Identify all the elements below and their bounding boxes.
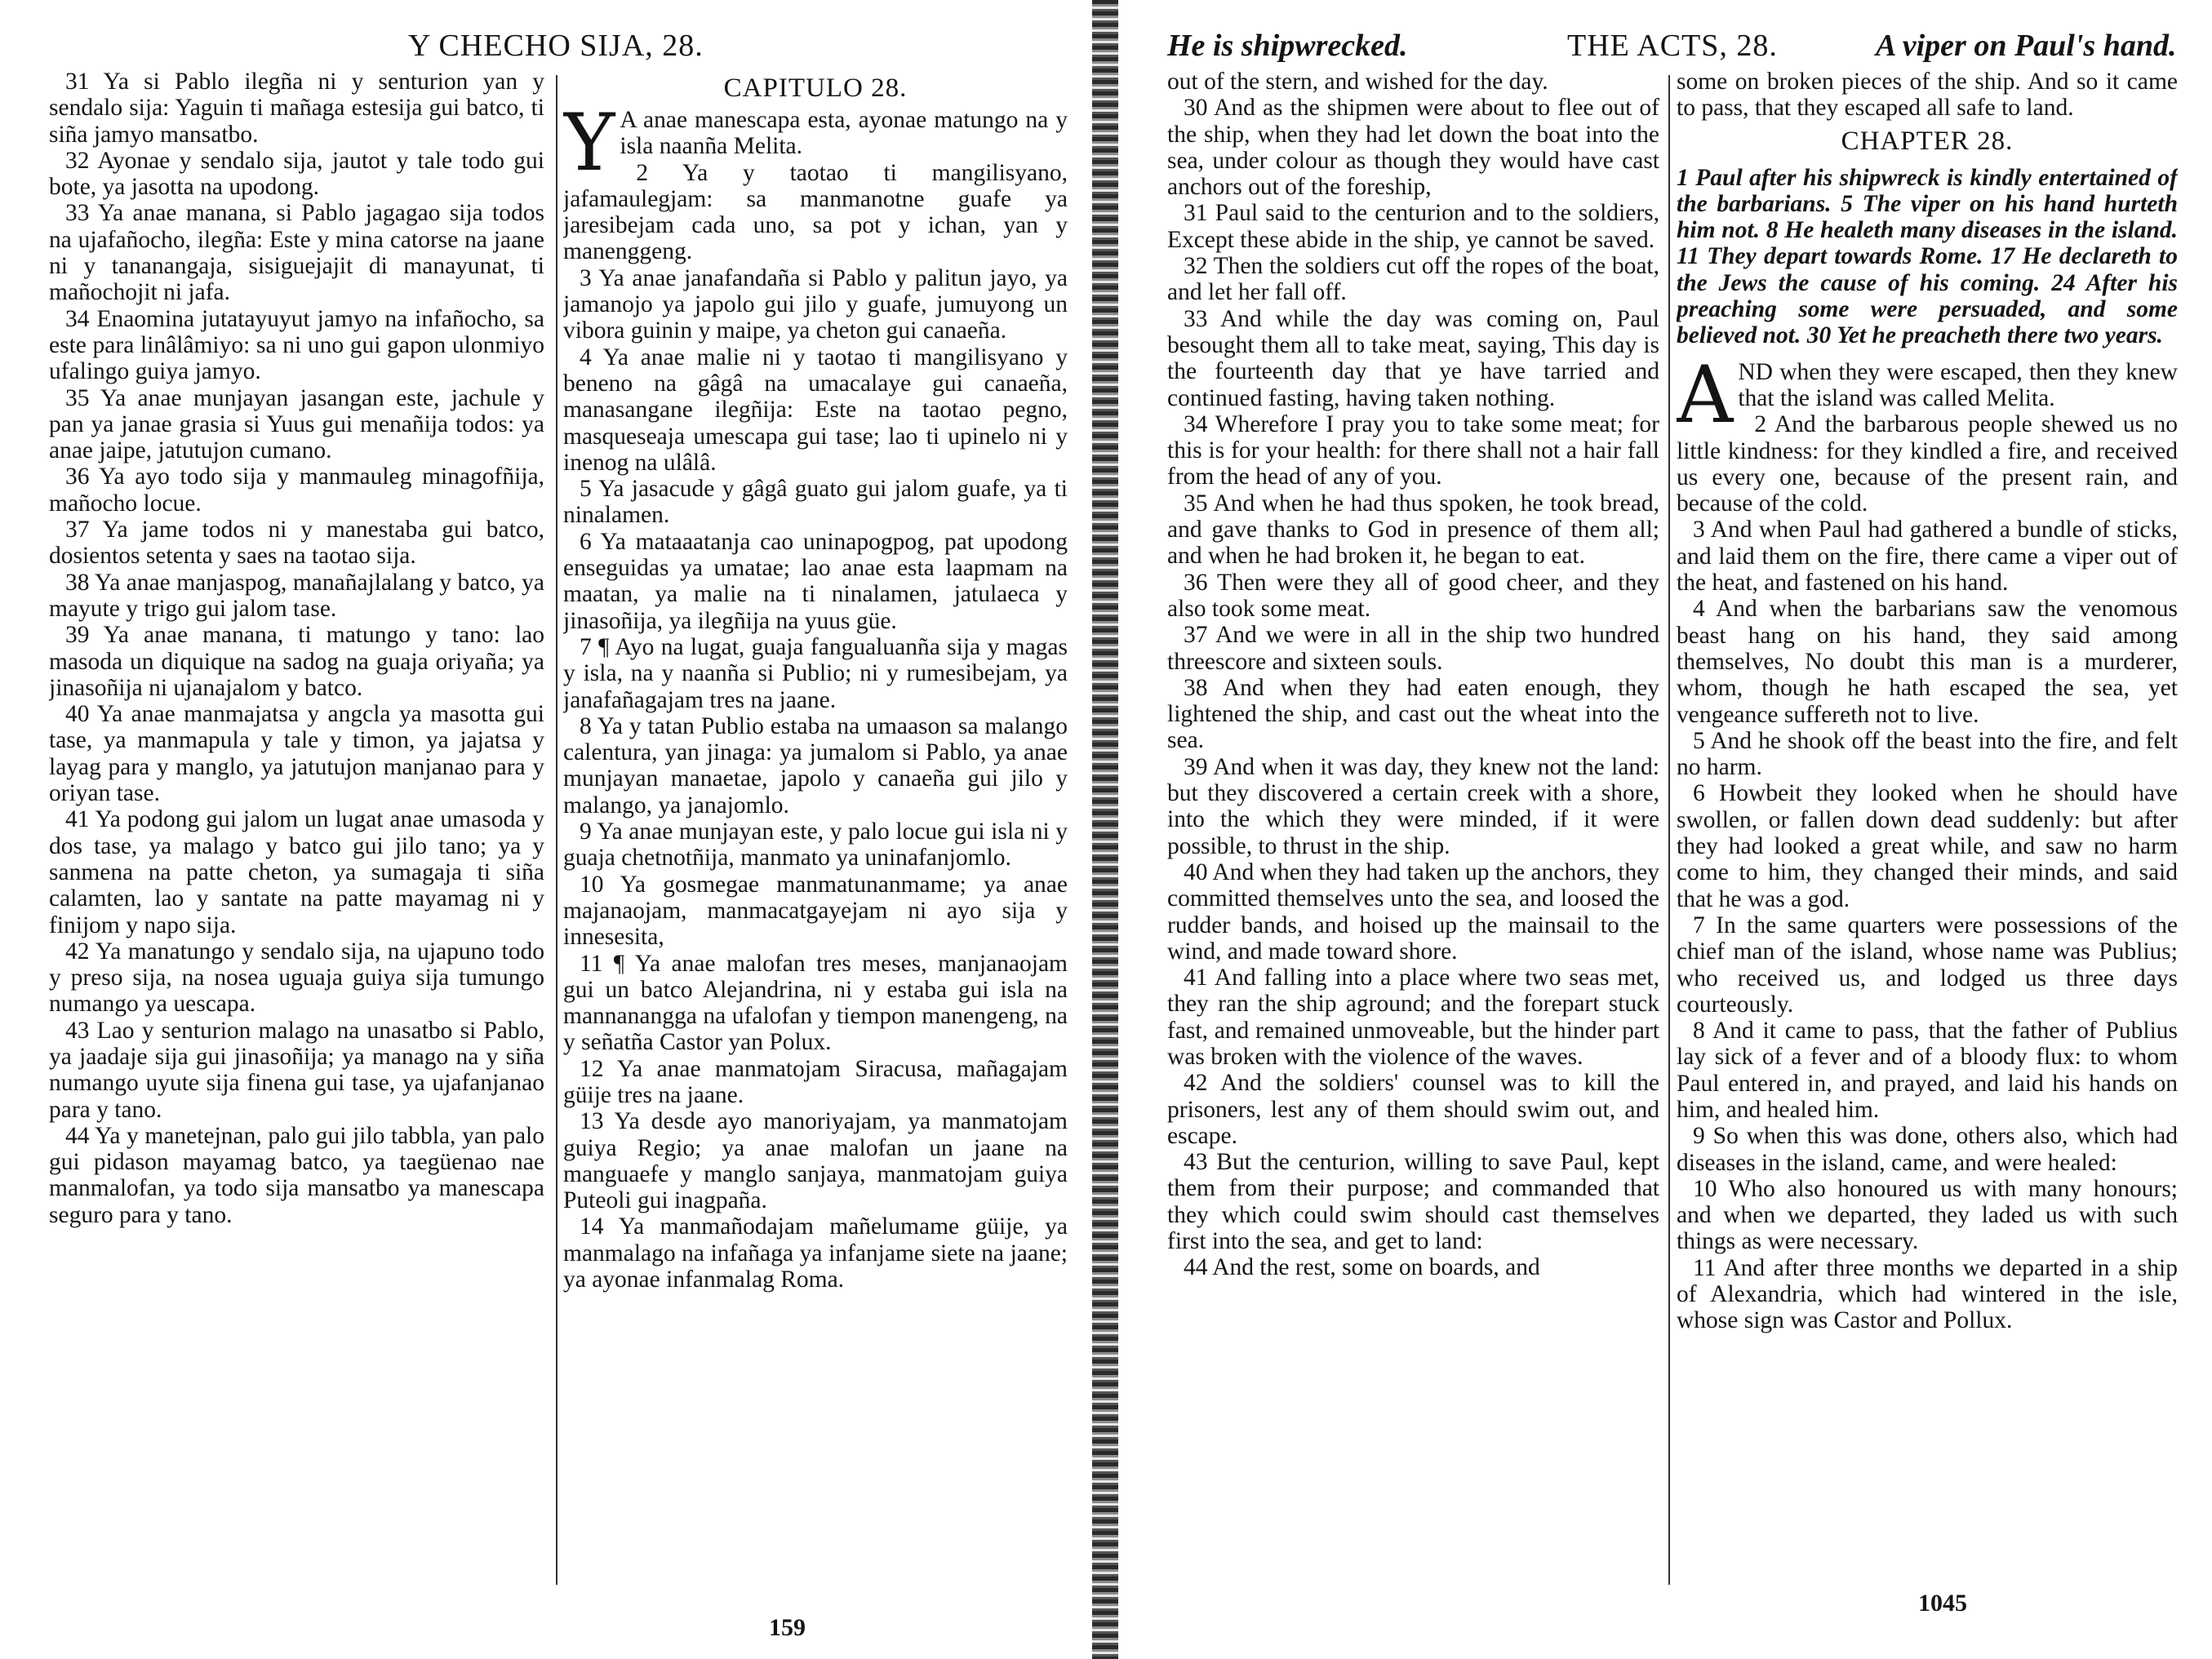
verse: 35 Ya anae munjayan jasangan este, jachule y pan ya janae grasia si Yuus gui menañija todos: ya anae jaipe, jatutujon cumano.: [49, 384, 544, 464]
verse: 31 Paul said to the centurion and to the soldiers, Except these abide in the ship, ye cannot be saved.: [1167, 200, 1659, 253]
right-running-header: THE ACTS, 28.: [1567, 29, 1778, 63]
verse: 34 Enaomina jutatayuyut jamyo na infañocho, sa este para linâlâmiyo: sa ni uno gui gapon ulonmiyo ufalingo guiya jamyo.: [49, 305, 544, 385]
verse: 4 Ya anae malie ni y taotao ti mangilisyano y beneno na gâgâ na umacalaye gui canaeña, manasangane ilegñija: Este na taotao pegno, masqueseaja umescapa gui tase; lao ti upinelo ni y inenog na ulâlâ.: [563, 344, 1068, 476]
verse: 34 Wherefore I pray you to take some meat; for this is for your health: for there shall not a hair fall from the head of any of you.: [1167, 410, 1659, 490]
verse: 10 Who also honoured us with many honours; and when we departed, they laded us with such things as were necessary.: [1677, 1175, 2178, 1255]
right-column-2: [1677, 69, 2178, 1603]
verse: 8 And it came to pass, that the father of Publius lay sick of a fever and of a bloody flux: to whom Paul entered in, and prayed, and laid his hands on him, and healed him.: [1677, 1018, 2178, 1123]
verse: 39 Ya anae manana, ti matungo y tano: lao masoda un diquique na sadog na guaja oriyaña; ya jinasoñija ni ujanajalom y batco.: [49, 622, 544, 701]
verse: 31 Ya si Pablo ilegña ni y senturion yan y sendalo sija: Yaguin ti mañaga estesija gui batco, ti siña jamyo mansatbo.: [49, 69, 544, 148]
verse: 3 Ya anae janafandaña si Pablo y palitun jayo, ya jamanojo ya japolo gui jilo y guafe, jumuyong un vibora guinin y maipe, ya cheton gui canaeña.: [563, 264, 1068, 344]
verse: 33 Ya anae manana, si Pablo jagagao sija todos na ujafañocho, ilegña: Este y mina catorse na jaane ni y tananangaja, sisiguejajit di manayunat, ti mañochojit ni jafa.: [49, 200, 544, 306]
verse: 41 Ya podong gui jalom un lugat anae umasoda y dos tase, ya malago y batco gui jilo tano; ya y sanmena na patte cheton, ya sumagaja ti siña calamten, lao y santate na patte mayamag ni y finijom y napo sija.: [49, 806, 544, 938]
verse: 5 Ya jasacude y gâgâ guato gui jalom guafe, ya ti ninalamen.: [563, 476, 1068, 529]
left-page-number: 159: [769, 1614, 806, 1641]
verse: 40 Ya anae manmajatsa y angcla ya masotta gui tase, ya manmapula y tale y timon, ya jajatsa y layag para y manglo, ya jatutujon manjanao para y oriyan tase.: [49, 701, 544, 807]
verse: 44 And the rest, some on boards, and: [1184, 1254, 1540, 1281]
verse: 38 And when they had eaten enough, they lightened the ship, and cast out the wheat into the sea.: [1167, 674, 1659, 754]
verse: 43 Lao y senturion malago na unasatbo si Pablo, ya jaadaje sija gui jinasoñija; ya manago na y siña numango uyute sija finena gui tase, ya ujafanjanao para y tano.: [49, 1017, 544, 1123]
first-verse: AND when they were escaped, then they knew that the island was called Melita.: [1677, 348, 2178, 441]
verse: 2 Ya y taotao ti mangilisyano, jafamaulegjam: sa manmanotne guafe ya jaresibejam cada uno, sa pot y ichan, yan y manenggeng.: [563, 159, 1068, 265]
verse: 12 Ya anae manmatojam Siracusa, mañagajam güije tres na jaane.: [563, 1055, 1068, 1108]
verse: 43 But the centurion, willing to save Paul, kept them from their purpose; and commanded that they which could swim should cast themselves first into the sea, and get to land:: [1167, 1149, 1659, 1255]
verse: 36 Ya ayo todo sija y manmauleg minagofñija, mañocho locue.: [49, 464, 544, 517]
verse: 11 And after three months we departed in a ship of Alexandria, which had wintered in the isle, whose sign was Castor and Pollux.: [1677, 1254, 2178, 1334]
left-column-2: [563, 69, 1068, 1603]
right-header-right: A viper on Paul's hand.: [1876, 29, 2177, 63]
verse: 7 ¶ Ayo na lugat, guaja fangualuanña sija y magas y isla, na y naanña si Publio; ni y rumesibejam, ya janafañagajam tres na jaane.: [563, 633, 1068, 713]
verse: 42 And the soldiers' counsel was to kill the prisoners, lest any of them should swim out, and escape.: [1167, 1070, 1659, 1149]
verse: 37 Ya jame todos ni y manestaba gui batco, dosientos setenta y saes na taotao sija.: [49, 517, 544, 570]
verse: 6 Howbeit they looked when he should have swollen, or fallen down dead suddenly: but after they had looked a great while, and saw no harm come to him, they changed their minds, and said that he was a god.: [1677, 780, 2178, 912]
verse: 10 Ya gosmegae manmatunanmame; ya anae majanaojam, manmacatgayejam ni ayo sija y innesesita,: [563, 871, 1068, 951]
verse: 13 Ya desde ayo manoriyajam, ya manmatojam guiya Regio; ya anae malofan un jaane na manguaefe y manglo sanjaya, manmatojam guiya Puteoli gui inagpaña.: [563, 1108, 1068, 1214]
right-page-number: 1045: [1918, 1590, 1967, 1617]
verse: 40 And when they had taken up the anchors, they committed themselves unto the sea, and loosed the rudder bands, and hoised up the mainsail to the wind, and made toward shore.: [1167, 858, 1659, 965]
verse: 42 Ya manatungo y sendalo sija, na ujapuno todo y preso sija, na nosea uguaja guiya sija tumungo numango ya uescapa.: [49, 938, 544, 1018]
right-column-rule: [1668, 75, 1670, 1585]
verse: 3 And when Paul had gathered a bundle of sticks, and laid them on the fire, there came a viper out of the heat, and fastened on his hand.: [1677, 517, 2178, 597]
verse: 37 And we were in all in the ship two hundred threescore and sixteen souls.: [1167, 622, 1659, 675]
drop-cap: Y: [563, 97, 615, 189]
verse: 35 And when he had thus spoken, he took bread, and gave thanks to God in presence of them all; and when he had broken it, he began to eat.: [1167, 490, 1659, 570]
verse: 7 In the same quarters were possessions of the chief man of the island, whose name was Publius; who received us, and lodged us three days courteously.: [1677, 912, 2178, 1018]
right-column-1: [1167, 69, 1659, 1603]
verse: 4 And when the barbarians saw the venomous beast hang on his hand, they said among themselves, No doubt this man is a murderer, whom, though he hath escaped the sea, yet vengeance suffereth not to live.: [1677, 596, 2178, 728]
verse: 30 And as the shipmen were about to flee out of the ship, when they had let down the boat into the sea, under colour as though they would have cast anchors out of the foreship,: [1167, 95, 1659, 201]
verse: 32 Ayonae y sendalo sija, jautot y tale todo gui bote, ya jasotta na upodong.: [49, 147, 544, 201]
verse-continuation: out of the stern, and wished for the day.: [1167, 69, 1548, 95]
left-page: [0, 0, 1104, 1659]
first-verse: Y A anae manescapa esta, ayonae matungo na y isla naanña Melita.: [563, 97, 1068, 189]
verse: 5 And he shook off the beast into the fire, and felt no harm.: [1677, 727, 2178, 781]
right-header-left: He is shipwrecked.: [1167, 29, 1408, 63]
verse: 11 ¶ Ya anae malofan tres meses, manjanaojam gui un batco Alejandrina, ni y estaba gui isla na mannanangga na ufalofan y tiempon manengeng, na y señatña Castor yan Polux.: [563, 950, 1068, 1056]
right-page: [1117, 0, 2212, 1659]
left-column-1: [49, 69, 544, 1603]
book-gutter: [1092, 0, 1118, 1659]
verse: 6 Ya mataaatanja cao uninapogpog, pat upodong enseguidas ya umatae; lao anae esta laapmam na maatan, ya malie na ti ninalamen, jatulaeca y jinasoñija, ya ilegñija na yuus güe.: [563, 528, 1068, 634]
verse-continuation: some on broken pieces of the ship. And so it came to pass, that they escaped all safe to land.: [1677, 69, 2178, 122]
verse: 14 Ya manmañodajam mañelumame güije, ya manmalago na infañaga ya infanjame siete na jaane; ya ayonae infanmalag Roma.: [563, 1213, 1068, 1293]
chapter-title: CHAPTER 28.: [1841, 126, 2014, 156]
verse: 9 So when this was done, others also, which had diseases in the island, came, and were healed:: [1677, 1123, 2178, 1176]
verse: 39 And when it was day, they knew not the land: but they discovered a certain creek with a shore, into the which they were minded, if it were possible, to thrust in the ship.: [1167, 753, 1659, 859]
verse: 2 And the barbarous people shewed us no little kindness: for they kindled a fire, and received us every one, because of the present rain, and because of the cold.: [1677, 411, 2178, 517]
verse: 41 And falling into a place where two seas met, they ran the ship aground; and the forepart stuck fast, and remained unmoveable, but the hinder part was broken with the violence of the waves.: [1167, 965, 1659, 1070]
verse: 36 Then were they all of good cheer, and they also took some meat.: [1167, 569, 1659, 622]
verse: 38 Ya anae manjaspog, manañajlalang y batco, ya mayute y trigo gui jalom tase.: [49, 569, 544, 622]
left-running-header: Y CHECHO SIJA, 28.: [408, 29, 704, 63]
chapter-title: CAPITULO 28.: [723, 73, 908, 103]
verse: 9 Ya anae munjayan este, y palo locue gui isla ni y guaja chetnotñija, manmato ya uninafanjomlo.: [563, 818, 1068, 872]
left-column-rule: [556, 75, 557, 1585]
verse: 32 Then the soldiers cut off the ropes of the boat, and let her fall off.: [1167, 253, 1659, 306]
verse: 44 Ya y manetejnan, palo gui jilo tabbla, yan palo gui pidason mayamag batco, ya taegüenao nae manmalofan, ya todo sija mansatbo ya manescapa seguro para y tano.: [49, 1122, 544, 1228]
verse: 8 Ya y tatan Publio estaba na umaason sa malango calentura, yan jinaga: ya jumalom si Pablo, ya anae munjayan manaetae, japolo y canaeña gui jilo y malango, ya janajomlo.: [563, 712, 1068, 818]
drop-cap: A: [1677, 348, 1734, 441]
verse: 33 And while the day was coming on, Paul besought them all to take meat, saying, This day is the fourteenth day that ye have tarried and continued fasting, having taken nothing.: [1167, 305, 1659, 411]
chapter-summary: 1 Paul after his shipwreck is kindly entertained of the barbarians. 5 The viper on his hand hurteth him not. 8 He healeth many diseases in the island. 11 They depart towards Rome. 17 He declareth to the Jews the cause of his coming. 24 After his preaching some were persuaded, and some believed not. 30 Yet he preacheth there two years.: [1677, 164, 2178, 349]
